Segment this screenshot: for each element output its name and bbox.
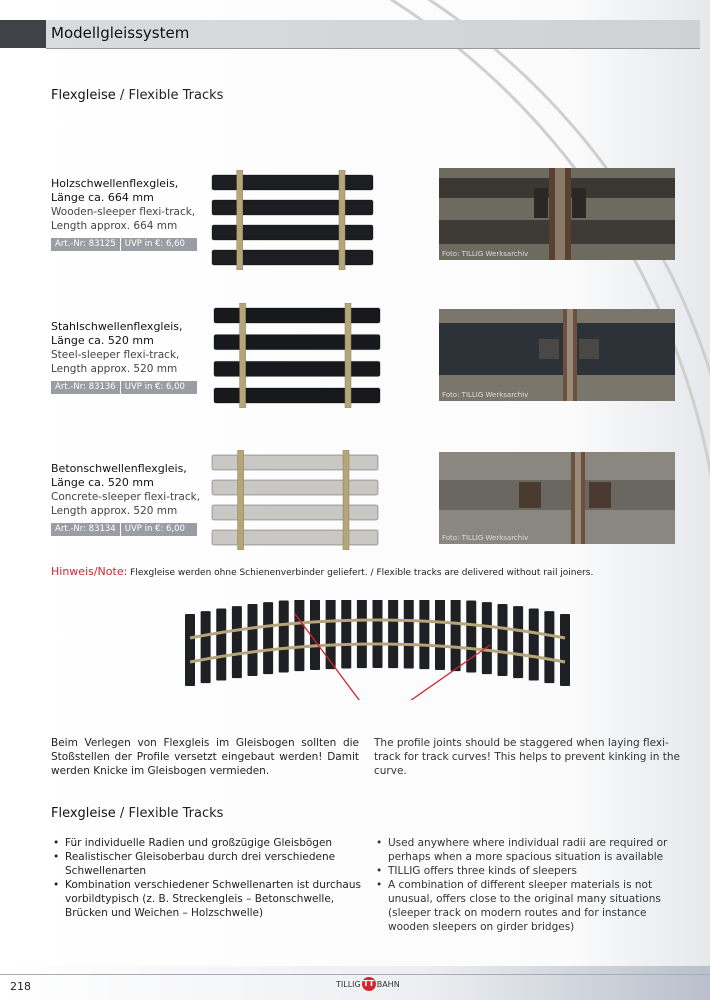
sleeper [212, 505, 378, 520]
product-length-en: Length approx. 664 mm [51, 220, 178, 232]
product-name-en: Wooden-sleeper flexi-track, [51, 206, 196, 218]
article-number: Art.-Nr: 83136 [55, 382, 116, 392]
photo-wooden-sleeper [439, 168, 675, 260]
sleeper [201, 611, 211, 683]
sleeper [435, 600, 445, 670]
sleeper [212, 480, 378, 495]
section-title-1: Flexgleise / Flexible Tracks [51, 88, 224, 103]
curved-flex-track-illustration [185, 600, 570, 700]
sleeper [326, 600, 336, 669]
article-bar [51, 381, 197, 394]
sleeper [214, 308, 380, 323]
photo-steel-sleeper [439, 309, 675, 401]
sleeper [232, 606, 242, 678]
section-title-en: Flexible Tracks [128, 88, 224, 103]
sleeper [466, 601, 476, 673]
sleeper [451, 600, 461, 671]
sleeper [294, 600, 304, 671]
rail [240, 303, 246, 408]
article-number: Art.-Nr: 83125 [55, 239, 116, 249]
track-image-wooden [210, 170, 375, 270]
sleeper [212, 200, 373, 215]
sleeper [513, 606, 523, 678]
sleeper [185, 614, 195, 686]
product-wooden [51, 177, 211, 251]
product-length-de: Länge ca. 520 mm [51, 476, 154, 489]
product-concrete [51, 462, 211, 536]
price: UVP in €: 6,60 [124, 239, 185, 249]
product-name-de: Stahlschwellenflexgleis, [51, 320, 183, 333]
product-length-en: Length approx. 520 mm [51, 505, 178, 517]
product-length-de: Länge ca. 664 mm [51, 191, 154, 204]
sleeper [279, 601, 289, 673]
track-image-steel [212, 303, 382, 408]
sleeper [216, 609, 226, 681]
list-item: • Used anywhere where individual radii are required or perhaps when a more spacious situation is available [374, 836, 684, 864]
sleeper [214, 388, 380, 403]
sleeper [212, 530, 378, 545]
laying-text-en: The profile joints should be staggered when laying flexi-track for track curves! This helps to prevent kinking in the curve. [374, 737, 680, 777]
product-name-de: Holzschwellenflexgleis, [51, 177, 179, 190]
rail [237, 170, 243, 270]
header-bar [0, 20, 700, 48]
note [51, 565, 593, 578]
laying-text-de: Beim Verlegen von Flexgleis im Gleisbogen sollten die Stoßstellen der Profile versetzt eingebaut werden! Damit werden Knicke im Gleisbogen vermieden. [51, 737, 359, 777]
sleeper [214, 361, 380, 376]
sleeper [419, 600, 429, 669]
footer [0, 966, 710, 1000]
sleeper [263, 602, 273, 674]
sleeper [560, 614, 570, 686]
page-title: Modellgleissystem [51, 24, 190, 42]
product-steel [51, 320, 211, 394]
feature-list-en [374, 836, 684, 934]
feature-list-de [51, 836, 361, 920]
sleeper [544, 611, 554, 683]
sleeper [212, 175, 373, 190]
product-name-en: Steel-sleeper flexi-track, [51, 349, 180, 361]
note-label: Hinweis/Note: [51, 565, 128, 578]
sleeper [212, 455, 378, 470]
list-item: • Realistischer Gleisoberbau durch drei verschiedene Schwellenarten [51, 850, 361, 878]
sleeper [529, 609, 539, 681]
tillig-logo: TILLIG TT BAHN [336, 977, 400, 991]
sleeper [498, 604, 508, 676]
sleeper [388, 600, 398, 668]
list-item: • A combination of different sleeper materials is not unusual, offers close to the original many situations (sleeper track on modern routes and for instance wooden sleepers on girder bridges) [374, 878, 684, 934]
list-item: • Für individuelle Radien und großzügige Gleisbögen [51, 836, 361, 850]
section-title-2: Flexgleise / Flexible Tracks [51, 806, 224, 821]
photo-caption: Foto: TILLIG Werksarchiv [442, 534, 529, 542]
product-name-de: Betonschwellenflexgleis, [51, 462, 187, 475]
sleeper [248, 604, 258, 676]
header-marker [0, 20, 46, 48]
photo-caption: Foto: TILLIG Werksarchiv [442, 391, 529, 399]
article-bar [51, 238, 197, 251]
rail [339, 170, 345, 270]
sleeper [310, 600, 320, 670]
rail [345, 303, 351, 408]
product-name-en: Concrete-sleeper flexi-track, [51, 491, 201, 503]
list-item: • Kombination verschiedener Schwellenarten ist durchaus vorbildtypisch (z. B. Streckengleis – Betonschwelle, Brücken und Weichen – Holzschwelle) [51, 878, 361, 920]
sleeper [357, 600, 367, 668]
sleeper [214, 335, 380, 350]
photo-caption: Foto: TILLIG Werksarchiv [442, 250, 529, 258]
section-title-de: Flexgleise [51, 806, 116, 821]
rail [238, 450, 244, 550]
section-title-de: Flexgleise [51, 88, 116, 103]
sleeper [373, 600, 383, 668]
sleeper [482, 602, 492, 674]
price: UVP in €: 6,00 [124, 382, 185, 392]
price: UVP in €: 6,00 [124, 524, 185, 534]
note-text: Flexgleise werden ohne Schienenverbinder geliefert. / Flexible tracks are delivered without rail joiners. [127, 568, 594, 578]
track-image-concrete [210, 450, 380, 550]
product-length-en: Length approx. 520 mm [51, 363, 178, 375]
sleeper [341, 600, 351, 669]
sleeper [212, 225, 373, 240]
section-title-en: Flexible Tracks [128, 806, 224, 821]
list-item: • TILLIG offers three kinds of sleepers [374, 864, 684, 878]
article-number: Art.-Nr: 83134 [55, 524, 116, 534]
sleeper [404, 600, 414, 669]
sleeper [212, 250, 373, 265]
photo-concrete-sleeper [439, 452, 675, 544]
rail [343, 450, 349, 550]
page-number: 218 [10, 980, 31, 993]
product-length-de: Länge ca. 520 mm [51, 334, 154, 347]
header-divider [46, 48, 700, 49]
article-bar [51, 523, 197, 536]
